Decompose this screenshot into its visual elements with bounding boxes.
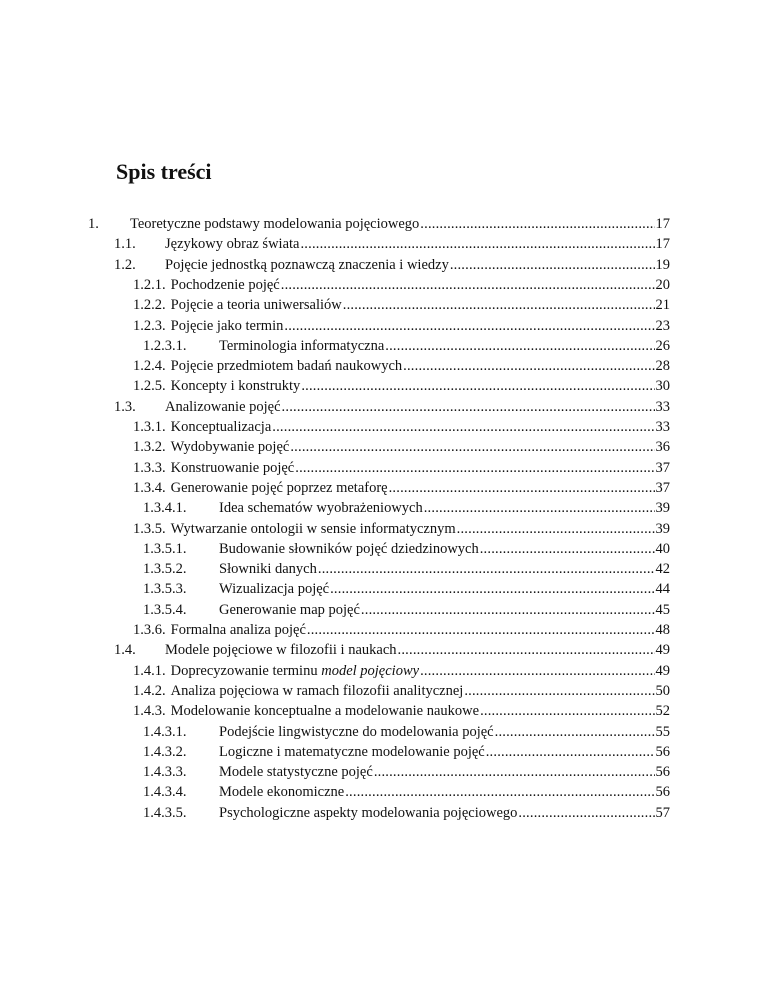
toc-entry-title: Analiza pojęciowa w ramach filozofii analitycznej (170, 683, 464, 699)
toc-dot-leader (272, 417, 654, 437)
toc-entry-number: 1.3. (114, 399, 136, 415)
toc-entry-title: Podejście lingwistyczne do modelowania pojęć (219, 724, 494, 740)
toc-entry-number: 1.3.6. (133, 622, 166, 638)
toc-entry-number: 1.4.3.5. (143, 805, 187, 821)
toc-entry[interactable] (88, 214, 670, 234)
toc-dot-leader (424, 498, 655, 518)
toc-entry-title: Konceptualizacja (170, 419, 272, 435)
toc-entry[interactable] (133, 295, 670, 315)
toc-entry-page-number: 30 (655, 378, 670, 394)
toc-entry[interactable] (143, 498, 670, 518)
toc-entry-title: Modele ekonomiczne (219, 784, 345, 800)
toc-entry-title: Pochodzenie pojęć (170, 277, 280, 293)
toc-entry-number: 1.3.5.2. (143, 561, 187, 577)
toc-entry-page-number: 39 (655, 521, 670, 537)
toc-entry-page-number: 28 (655, 358, 670, 374)
toc-entry-title: Pojęcie jako termin (170, 318, 284, 334)
toc-entry[interactable] (133, 478, 670, 498)
toc-entry-page-number: 17 (655, 216, 670, 232)
toc-dot-leader (420, 214, 654, 234)
toc-dot-leader (300, 234, 654, 254)
toc-entry-title: Formalna analiza pojęć (170, 622, 306, 638)
toc-entry[interactable] (133, 620, 670, 640)
toc-entry[interactable] (143, 742, 670, 762)
toc-entry-number: 1. (88, 216, 99, 232)
toc-entry-number: 1.4.3.1. (143, 724, 187, 740)
toc-dot-leader (420, 661, 654, 681)
toc-dot-leader (398, 640, 655, 660)
toc-entry[interactable] (114, 234, 670, 254)
toc-entry-number: 1.2.2. (133, 297, 166, 313)
toc-dot-leader (480, 701, 654, 721)
toc-entry-page-number: 56 (655, 744, 670, 760)
toc-entry-page-number: 55 (655, 724, 670, 740)
toc-entry-page-number: 37 (655, 460, 670, 476)
toc-dot-leader (284, 316, 654, 336)
toc-entry-title: Teoretyczne podstawy modelowania pojęciowego (130, 216, 420, 232)
toc-dot-leader (290, 437, 654, 457)
toc-entry[interactable] (133, 417, 670, 437)
toc-entry-number: 1.3.5.1. (143, 541, 187, 557)
toc-entry-number: 1.4.3.2. (143, 744, 187, 760)
toc-entry-page-number: 42 (655, 561, 670, 577)
toc-entry-page-number: 40 (655, 541, 670, 557)
toc-entry-title: Logiczne i matematyczne modelowanie pojęć (219, 744, 485, 760)
toc-entry-page-number: 44 (655, 581, 670, 597)
toc-entry-number: 1.3.5.4. (143, 602, 187, 618)
toc-entry[interactable] (133, 701, 670, 721)
toc-dot-leader (307, 620, 655, 640)
toc-entry-title: Wizualizacja pojęć (219, 581, 330, 597)
toc-entry[interactable] (143, 539, 670, 559)
toc-entry-title: Doprecyzowanie terminu (170, 663, 322, 679)
toc-entry-number: 1.4.3. (133, 703, 166, 719)
toc-entry-number: 1.3.4. (133, 480, 166, 496)
toc-entry-page-number: 45 (655, 602, 670, 618)
toc-entry-page-number: 37 (655, 480, 670, 496)
toc-entry[interactable] (133, 681, 670, 701)
toc-entry-title: Idea schematów wyobrażeniowych (219, 500, 423, 516)
toc-entry-page-number: 57 (655, 805, 670, 821)
toc-entry-number: 1.2.1. (133, 277, 166, 293)
toc-entry-title: Modelowanie konceptualne a modelowanie naukowe (170, 703, 480, 719)
toc-dot-leader (495, 722, 655, 742)
toc-entry-title: Wydobywanie pojęć (170, 439, 290, 455)
toc-entry[interactable] (133, 275, 670, 295)
toc-entry-title: Wytwarzanie ontologii w sensie informatycznym (170, 521, 456, 537)
toc-entry-title: Psychologiczne aspekty modelowania pojęciowego (219, 805, 518, 821)
page-title: Spis treści (116, 159, 212, 184)
toc-entry-number: 1.2.5. (133, 378, 166, 394)
toc-entry[interactable] (133, 458, 670, 478)
toc-entry-page-number: 23 (655, 318, 670, 334)
toc-entry-title: Analizowanie pojęć (165, 399, 281, 415)
toc-entry[interactable] (114, 640, 670, 660)
toc-dot-leader (301, 376, 654, 396)
toc-dot-leader (457, 519, 655, 539)
toc-dot-leader (486, 742, 655, 762)
toc-dot-leader (464, 681, 654, 701)
toc-entry-page-number: 39 (655, 500, 670, 516)
toc-entry[interactable] (133, 437, 670, 457)
toc-dot-leader (281, 275, 655, 295)
toc-entry-number: 1.2.3. (133, 318, 166, 334)
toc-entry[interactable] (143, 559, 670, 579)
toc-entry-page-number: 56 (655, 784, 670, 800)
toc-entry-page-number: 36 (655, 439, 670, 455)
toc-entry[interactable] (143, 336, 670, 356)
toc-dot-leader (282, 397, 655, 417)
toc-entry[interactable] (133, 661, 670, 681)
toc-entry-number: 1.4.2. (133, 683, 166, 699)
toc-dot-leader (480, 539, 655, 559)
toc-entry-page-number: 17 (655, 236, 670, 252)
toc-entry-title-italic: model pojęciowy (321, 663, 420, 679)
toc-entry[interactable] (143, 762, 670, 782)
toc-dot-leader (295, 458, 654, 478)
toc-entry-number: 1.4.3.4. (143, 784, 187, 800)
toc-entry-page-number: 19 (655, 257, 670, 273)
toc-dot-leader (374, 762, 655, 782)
toc-entry-page-number: 26 (655, 338, 670, 354)
toc-entry-page-number: 33 (655, 419, 670, 435)
toc-dot-leader (450, 255, 655, 275)
toc-entry-page-number: 56 (655, 764, 670, 780)
toc-entry-number: 1.3.2. (133, 439, 166, 455)
toc-entry[interactable] (143, 803, 670, 823)
toc-dot-leader (345, 782, 654, 802)
toc-entry-number: 1.1. (114, 236, 136, 252)
toc-entry[interactable] (133, 376, 670, 396)
toc-entry-number: 1.2.3.1. (143, 338, 187, 354)
toc-entry-number: 1.2.4. (133, 358, 166, 374)
toc-entry-page-number: 52 (655, 703, 670, 719)
toc-dot-leader (389, 478, 655, 498)
toc-entry-page-number: 50 (655, 683, 670, 699)
toc-entry[interactable] (133, 356, 670, 376)
toc-dot-leader (361, 600, 655, 620)
toc-entry-title: Słowniki danych (219, 561, 317, 577)
toc-entry-page-number: 48 (655, 622, 670, 638)
toc-entry[interactable] (114, 255, 670, 275)
toc-entry[interactable] (143, 722, 670, 742)
toc-entry[interactable] (133, 519, 670, 539)
toc-entry-title: Modele pojęciowe w filozofii i naukach (165, 642, 397, 658)
toc-dot-leader (343, 295, 655, 315)
toc-entry-title: Pojęcie przedmiotem badań naukowych (170, 358, 403, 374)
toc-entry-page-number: 49 (655, 663, 670, 679)
toc-entry-title: Pojęcie a teoria uniwersaliów (170, 297, 342, 313)
toc-entry[interactable] (143, 782, 670, 802)
toc-entry-title: Pojęcie jednostką poznawczą znaczenia i wiedzy (165, 257, 449, 273)
toc-entry-number: 1.3.5. (133, 521, 166, 537)
toc-entry-title: Modele statystyczne pojęć (219, 764, 373, 780)
toc-entry-number: 1.2. (114, 257, 136, 273)
toc-entry-title: Koncepty i konstrukty (170, 378, 301, 394)
toc-dot-leader (385, 336, 654, 356)
toc-entry-title: Językowy obraz świata (165, 236, 300, 252)
toc-dot-leader (518, 803, 654, 823)
toc-entry-title: Generowanie map pojęć (219, 602, 360, 618)
toc-entry-number: 1.4. (114, 642, 136, 658)
toc-entry-page-number: 49 (655, 642, 670, 658)
toc-entry-page-number: 33 (655, 399, 670, 415)
toc-entry[interactable] (114, 397, 670, 417)
toc-entry-number: 1.4.3.3. (143, 764, 187, 780)
toc-dot-leader (330, 579, 654, 599)
toc-entry-number: 1.3.5.3. (143, 581, 187, 597)
toc-entry-page-number: 21 (655, 297, 670, 313)
toc-entry-title: Konstruowanie pojęć (170, 460, 295, 476)
toc-dot-leader (318, 559, 655, 579)
toc-dot-leader (403, 356, 654, 376)
toc-entry-number: 1.4.1. (133, 663, 166, 679)
toc-entry[interactable] (143, 579, 670, 599)
toc-entry[interactable] (143, 600, 670, 620)
toc-entry[interactable] (133, 316, 670, 336)
toc-entry-page-number: 20 (655, 277, 670, 293)
toc-entry-title: Budowanie słowników pojęć dziedzinowych (219, 541, 479, 557)
toc-entry-title: Generowanie pojęć poprzez metaforę (170, 480, 388, 496)
toc-entry-number: 1.3.3. (133, 460, 166, 476)
toc-entry-title: Terminologia informatyczna (219, 338, 385, 354)
toc-entry-number: 1.3.1. (133, 419, 166, 435)
toc-entry-number: 1.3.4.1. (143, 500, 187, 516)
